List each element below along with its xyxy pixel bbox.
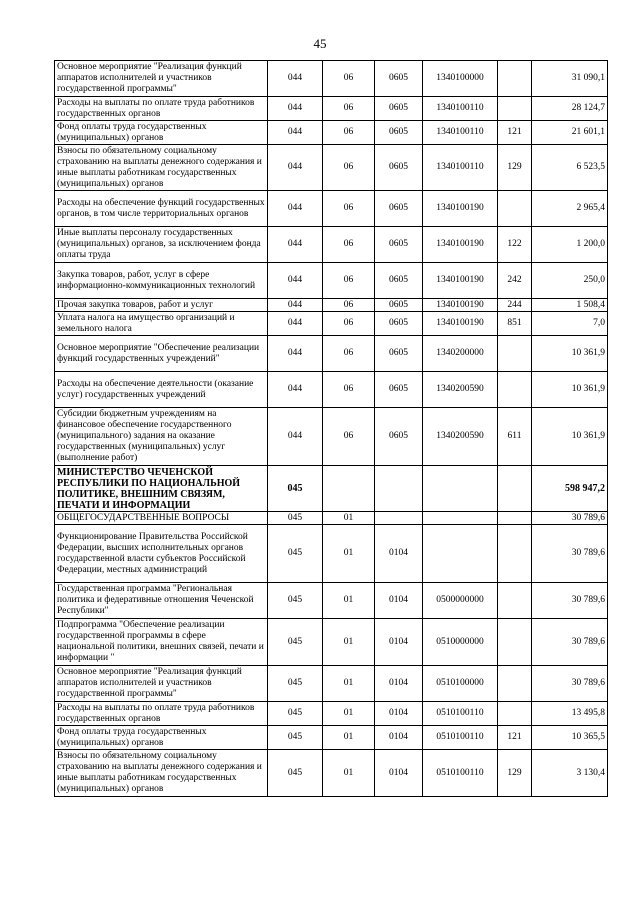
- row-target-article-code: [423, 466, 498, 512]
- table-row: [55, 312, 608, 336]
- table-row: [55, 702, 608, 726]
- row-name: Основное мероприятие "Обеспечение реализации функций государственных учреждений": [55, 336, 268, 372]
- row-section-code: 01: [323, 666, 375, 702]
- row-amount: 10 365,5: [532, 726, 608, 750]
- row-ministry-code: 044: [268, 408, 323, 466]
- row-name: Расходы на выплаты по оплате труда работников государственных органов: [55, 702, 268, 726]
- row-expense-type-code: [498, 666, 532, 702]
- row-amount: 30 789,6: [532, 525, 608, 583]
- row-ministry-code: 045: [268, 512, 323, 525]
- row-section-code: 06: [323, 191, 375, 227]
- row-amount: 250,0: [532, 263, 608, 299]
- row-name: Взносы по обязательному социальному страхованию на выплаты денежного содержания и иные выплаты работникам государственных (муниципальных) органов: [55, 750, 268, 797]
- row-section-code: 06: [323, 263, 375, 299]
- row-ministry-code: 045: [268, 466, 323, 512]
- row-target-article-code: 1340200590: [423, 372, 498, 408]
- table-row: [55, 263, 608, 299]
- row-expense-type-code: 851: [498, 312, 532, 336]
- row-target-article-code: [423, 512, 498, 525]
- row-ministry-code: 044: [268, 372, 323, 408]
- row-expense-type-code: 611: [498, 408, 532, 466]
- row-expense-type-code: 122: [498, 227, 532, 263]
- row-subsection-code: 0605: [375, 61, 423, 97]
- row-expense-type-code: [498, 702, 532, 726]
- table-row: [55, 61, 608, 97]
- row-name: Основное мероприятие "Реализация функций аппаратов исполнителей и участников государственной программы": [55, 666, 268, 702]
- row-section-code: 01: [323, 583, 375, 619]
- row-subsection-code: 0104: [375, 750, 423, 797]
- row-subsection-code: 0605: [375, 408, 423, 466]
- row-expense-type-code: 242: [498, 263, 532, 299]
- row-subsection-code: 0104: [375, 666, 423, 702]
- row-section-code: 06: [323, 227, 375, 263]
- row-ministry-code: 044: [268, 299, 323, 312]
- row-section-code: 06: [323, 408, 375, 466]
- row-ministry-code: 045: [268, 525, 323, 583]
- row-expense-type-code: [498, 336, 532, 372]
- row-expense-type-code: [498, 466, 532, 512]
- row-expense-type-code: [498, 619, 532, 666]
- row-name: Фонд оплаты труда государственных (муниципальных) органов: [55, 121, 268, 145]
- row-target-article-code: 0510100110: [423, 750, 498, 797]
- row-subsection-code: 0605: [375, 121, 423, 145]
- row-ministry-code: 044: [268, 145, 323, 191]
- row-ministry-code: 044: [268, 312, 323, 336]
- row-target-article-code: 1340100190: [423, 191, 498, 227]
- row-section-code: [323, 466, 375, 512]
- row-subsection-code: [375, 512, 423, 525]
- row-name: Подпрограмма "Обеспечение реализации государственной программы в сфере национальной политики, внешних связей, печати и информации ": [55, 619, 268, 666]
- row-amount: 1 200,0: [532, 227, 608, 263]
- row-section-code: 06: [323, 61, 375, 97]
- row-ministry-code: 044: [268, 61, 323, 97]
- row-section-code: 06: [323, 336, 375, 372]
- row-subsection-code: 0605: [375, 145, 423, 191]
- row-ministry-code: 045: [268, 619, 323, 666]
- row-section-code: 06: [323, 372, 375, 408]
- row-amount: 10 361,9: [532, 372, 608, 408]
- row-target-article-code: 1340100190: [423, 312, 498, 336]
- row-expense-type-code: 121: [498, 726, 532, 750]
- row-ministry-code: 044: [268, 97, 323, 121]
- row-ministry-code: 044: [268, 336, 323, 372]
- row-subsection-code: 0104: [375, 702, 423, 726]
- row-subsection-code: 0605: [375, 263, 423, 299]
- row-name: Государственная программа "Региональная политика и федеративные отношения Чеченской Республики": [55, 583, 268, 619]
- row-target-article-code: 1340100110: [423, 145, 498, 191]
- row-target-article-code: 1340100190: [423, 263, 498, 299]
- row-subsection-code: 0104: [375, 583, 423, 619]
- row-amount: 30 789,6: [532, 619, 608, 666]
- row-expense-type-code: 129: [498, 750, 532, 797]
- row-subsection-code: 0104: [375, 619, 423, 666]
- row-ministry-code: 045: [268, 702, 323, 726]
- row-amount: 10 361,9: [532, 408, 608, 466]
- row-name: Расходы на обеспечение функций государственных органов, в том числе территориальных органов: [55, 191, 268, 227]
- row-expense-type-code: [498, 372, 532, 408]
- row-target-article-code: [423, 525, 498, 583]
- row-name: Фонд оплаты труда государственных (муниципальных) органов: [55, 726, 268, 750]
- row-expense-type-code: [498, 61, 532, 97]
- row-amount: 30 789,6: [532, 666, 608, 702]
- row-target-article-code: 1340100000: [423, 61, 498, 97]
- row-target-article-code: 1340200590: [423, 408, 498, 466]
- table-row: [55, 666, 608, 702]
- row-target-article-code: 0500000000: [423, 583, 498, 619]
- table-row: [55, 466, 608, 512]
- row-subsection-code: 0605: [375, 312, 423, 336]
- row-subsection-code: 0605: [375, 191, 423, 227]
- row-ministry-code: 044: [268, 263, 323, 299]
- row-name: Основное мероприятие "Реализация функций аппаратов исполнителей и участников государственной программы": [55, 61, 268, 97]
- table-row: [55, 97, 608, 121]
- row-amount: 6 523,5: [532, 145, 608, 191]
- row-amount: 7,0: [532, 312, 608, 336]
- row-subsection-code: 0104: [375, 726, 423, 750]
- budget-table: [54, 60, 608, 797]
- row-name: МИНИСТЕРСТВО ЧЕЧЕНСКОЙ РЕСПУБЛИКИ ПО НАЦИОНАЛЬНОЙ ПОЛИТИКЕ, ВНЕШНИМ СВЯЗЯМ, ПЕЧАТИ И ИНФОРМАЦИИ: [55, 466, 268, 512]
- table-row: [55, 525, 608, 583]
- row-section-code: 01: [323, 750, 375, 797]
- row-name: Расходы на выплаты по оплате труда работников государственных органов: [55, 97, 268, 121]
- row-section-code: 01: [323, 619, 375, 666]
- row-target-article-code: 1340100190: [423, 299, 498, 312]
- row-target-article-code: 0510100000: [423, 666, 498, 702]
- page-number: 45: [313, 36, 327, 51]
- row-expense-type-code: [498, 512, 532, 525]
- row-section-code: 06: [323, 312, 375, 336]
- row-name: Расходы на обеспечение деятельности (оказание услуг) государственных учреждений: [55, 372, 268, 408]
- table-row: [55, 372, 608, 408]
- row-expense-type-code: [498, 583, 532, 619]
- row-amount: 30 789,6: [532, 583, 608, 619]
- row-target-article-code: 1340200000: [423, 336, 498, 372]
- row-amount: 13 495,8: [532, 702, 608, 726]
- table-row: [55, 750, 608, 797]
- row-name: Закупка товаров, работ, услуг в сфере информационно-коммуникационных технологий: [55, 263, 268, 299]
- row-amount: 3 130,4: [532, 750, 608, 797]
- row-subsection-code: 0605: [375, 97, 423, 121]
- row-name: Субсидии бюджетным учреждениям на финансовое обеспечение государственного (муниципального) задания на оказание государственных (муниципальных) услуг (выполнение работ): [55, 408, 268, 466]
- row-section-code: 06: [323, 97, 375, 121]
- table-row: [55, 227, 608, 263]
- row-amount: 31 090,1: [532, 61, 608, 97]
- row-section-code: 06: [323, 299, 375, 312]
- row-subsection-code: 0605: [375, 372, 423, 408]
- row-target-article-code: 1340100110: [423, 121, 498, 145]
- row-ministry-code: 044: [268, 227, 323, 263]
- table-row: [55, 121, 608, 145]
- row-section-code: 01: [323, 726, 375, 750]
- row-amount: 2 965,4: [532, 191, 608, 227]
- row-name: Иные выплаты персоналу государственных (муниципальных) органов, за исключением фонда оплаты труда: [55, 227, 268, 263]
- row-name: ОБЩЕГОСУДАРСТВЕННЫЕ ВОПРОСЫ: [55, 512, 268, 525]
- row-ministry-code: 045: [268, 666, 323, 702]
- row-expense-type-code: [498, 525, 532, 583]
- table-row: [55, 191, 608, 227]
- row-expense-type-code: [498, 97, 532, 121]
- table-row: [55, 583, 608, 619]
- row-amount: 1 508,4: [532, 299, 608, 312]
- row-subsection-code: 0605: [375, 299, 423, 312]
- row-expense-type-code: 121: [498, 121, 532, 145]
- table-row: [55, 726, 608, 750]
- row-subsection-code: [375, 466, 423, 512]
- row-target-article-code: 0510100110: [423, 726, 498, 750]
- row-expense-type-code: 129: [498, 145, 532, 191]
- row-ministry-code: 045: [268, 726, 323, 750]
- row-amount: 30 789,6: [532, 512, 608, 525]
- row-ministry-code: 045: [268, 583, 323, 619]
- table-row: [55, 145, 608, 191]
- row-amount: 21 601,1: [532, 121, 608, 145]
- row-section-code: 01: [323, 525, 375, 583]
- row-ministry-code: 044: [268, 121, 323, 145]
- row-name: Взносы по обязательному социальному страхованию на выплаты денежного содержания и иные выплаты работникам государственных (муниципальных) органов: [55, 145, 268, 191]
- table-row: [55, 336, 608, 372]
- row-name: Функционирование Правительства Российской Федерации, высших исполнительных органов государственной власти субъектов Российской Федерации, местных администраций: [55, 525, 268, 583]
- row-expense-type-code: [498, 191, 532, 227]
- row-target-article-code: 1340100110: [423, 97, 498, 121]
- row-name: Прочая закупка товаров, работ и услуг: [55, 299, 268, 312]
- row-section-code: 01: [323, 512, 375, 525]
- row-name: Уплата налога на имущество организаций и земельного налога: [55, 312, 268, 336]
- row-subsection-code: 0104: [375, 525, 423, 583]
- table-row: [55, 299, 608, 312]
- row-amount: 598 947,2: [532, 466, 608, 512]
- row-expense-type-code: 244: [498, 299, 532, 312]
- row-subsection-code: 0605: [375, 227, 423, 263]
- row-section-code: 06: [323, 145, 375, 191]
- row-ministry-code: 044: [268, 191, 323, 227]
- table-row: [55, 512, 608, 525]
- row-target-article-code: 0510100110: [423, 702, 498, 726]
- table-row: [55, 619, 608, 666]
- row-amount: 10 361,9: [532, 336, 608, 372]
- row-amount: 28 124,7: [532, 97, 608, 121]
- row-section-code: 06: [323, 121, 375, 145]
- row-section-code: 01: [323, 702, 375, 726]
- table-row: [55, 408, 608, 466]
- row-ministry-code: 045: [268, 750, 323, 797]
- row-target-article-code: 0510000000: [423, 619, 498, 666]
- row-target-article-code: 1340100190: [423, 227, 498, 263]
- row-subsection-code: 0605: [375, 336, 423, 372]
